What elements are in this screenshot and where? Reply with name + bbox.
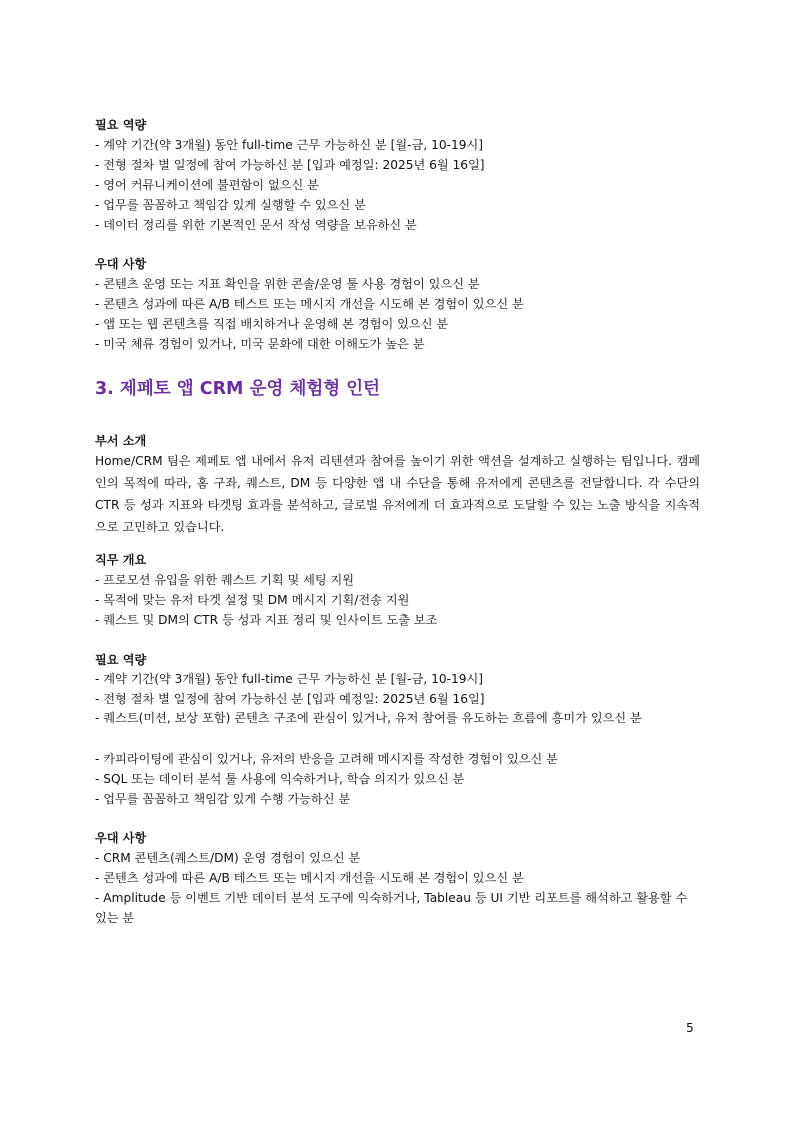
section-title-requirements: 필요 역량 xyxy=(95,653,147,667)
section-title-preferences: 우대 사항 xyxy=(95,831,147,845)
list-item: - CRM 콘텐츠(퀘스트/DM) 운영 경험이 있으신 분 xyxy=(95,851,361,865)
section-title-department: 부서 소개 xyxy=(95,434,147,448)
section-title-preferences: 우대 사항 xyxy=(95,257,147,271)
list-item: - 목적에 맞는 유저 타겟 설정 및 DM 메시지 기획/전송 지원 xyxy=(95,593,410,607)
list-item: - 계약 기간(약 3개월) 동안 full-time 근무 가능하신 분 [월-금, 10-19시] xyxy=(95,672,484,686)
list-item: - 영어 커뮤니케이션에 불편함이 없으신 분 xyxy=(95,178,319,192)
list-item: - 전형 절차 별 일정에 참여 가능하신 분 [입과 예정일: 2025년 6월 16일] xyxy=(95,158,485,172)
list-item: - 미국 체류 경험이 있거나, 미국 문화에 대한 이해도가 높은 분 xyxy=(95,337,425,351)
section-title-requirements: 필요 역량 xyxy=(95,118,147,132)
section-title-job-overview: 직무 개요 xyxy=(95,553,147,567)
department-description: Home/CRM 팀은 제페토 앱 내에서 유저 리텐션과 참여를 높이기 위한 액션을 설계하고 실행하는 팀입니다. 캠페인의 목적에 따라, 홈 구좌, 퀘스트, DM 등 다양한 앱 내 수단을 통해 유저에게 콘텐츠를 전달합니다. 각 수단의 CTR 등 성과 지표와 타겟팅 효과를 분석하고, 글로벌 유저에게 더 효과적으로 도달할 수 있는 노출 방식을 지속적으로 고민하고 있습니다. xyxy=(95,454,700,534)
section-heading: 3. 제페토 앱 CRM 운영 체험형 인턴 xyxy=(95,379,381,399)
list-item: - 업무를 꼼꼼하고 책임감 있게 실행할 수 있으신 분 xyxy=(95,198,366,212)
page-number: 5 xyxy=(686,1021,694,1035)
list-item: - Amplitude 등 이벤트 기반 데이터 분석 도구에 익숙하거나, Tableau 등 UI 기반 리포트를 해석하고 활용할 수 있는 분 xyxy=(95,891,688,925)
list-item: - 콘텐츠 운영 또는 지표 확인을 위한 콘솔/운영 툴 사용 경험이 있으신 분 xyxy=(95,277,480,291)
list-item: - 계약 기간(약 3개월) 동안 full-time 근무 가능하신 분 [월-금, 10-19시] xyxy=(95,138,484,152)
list-item: - 콘텐츠 성과에 따른 A/B 테스트 또는 메시지 개선을 시도해 본 경험이 있으신 분 xyxy=(95,871,524,885)
list-item: - 전형 절차 별 일정에 참여 가능하신 분 [입과 예정일: 2025년 6월 16일] xyxy=(95,692,485,706)
list-item: - 퀘스트(미션, 보상 포함) 콘텐츠 구조에 관심이 있거나, 유저 참여를 유도하는 흐름에 흥미가 있으신 분 xyxy=(95,711,642,725)
list-item: - 카피라이팅에 관심이 있거나, 유저의 반응을 고려해 메시지를 작성한 경험이 있으신 분 xyxy=(95,752,558,766)
list-item: - 앱 또는 웹 콘텐츠를 직접 배치하거나 운영해 본 경험이 있으신 분 xyxy=(95,317,449,331)
list-item: - 콘텐츠 성과에 따른 A/B 테스트 또는 메시지 개선을 시도해 본 경험이 있으신 분 xyxy=(95,297,524,311)
list-item: - 프로모션 유입을 위한 퀘스트 기획 및 세팅 지원 xyxy=(95,573,355,587)
list-item: - SQL 또는 데이터 분석 툴 사용에 익숙하거나, 학습 의지가 있으신 분 xyxy=(95,772,465,786)
list-item: - 데이터 정리를 위한 기본적인 문서 작성 역량을 보유하신 분 xyxy=(95,218,417,232)
list-item: - 퀘스트 및 DM의 CTR 등 성과 지표 정리 및 인사이트 도출 보조 xyxy=(95,613,438,627)
list-item: - 업무를 꼼꼼하고 책임감 있게 수행 가능하신 분 xyxy=(95,792,351,806)
